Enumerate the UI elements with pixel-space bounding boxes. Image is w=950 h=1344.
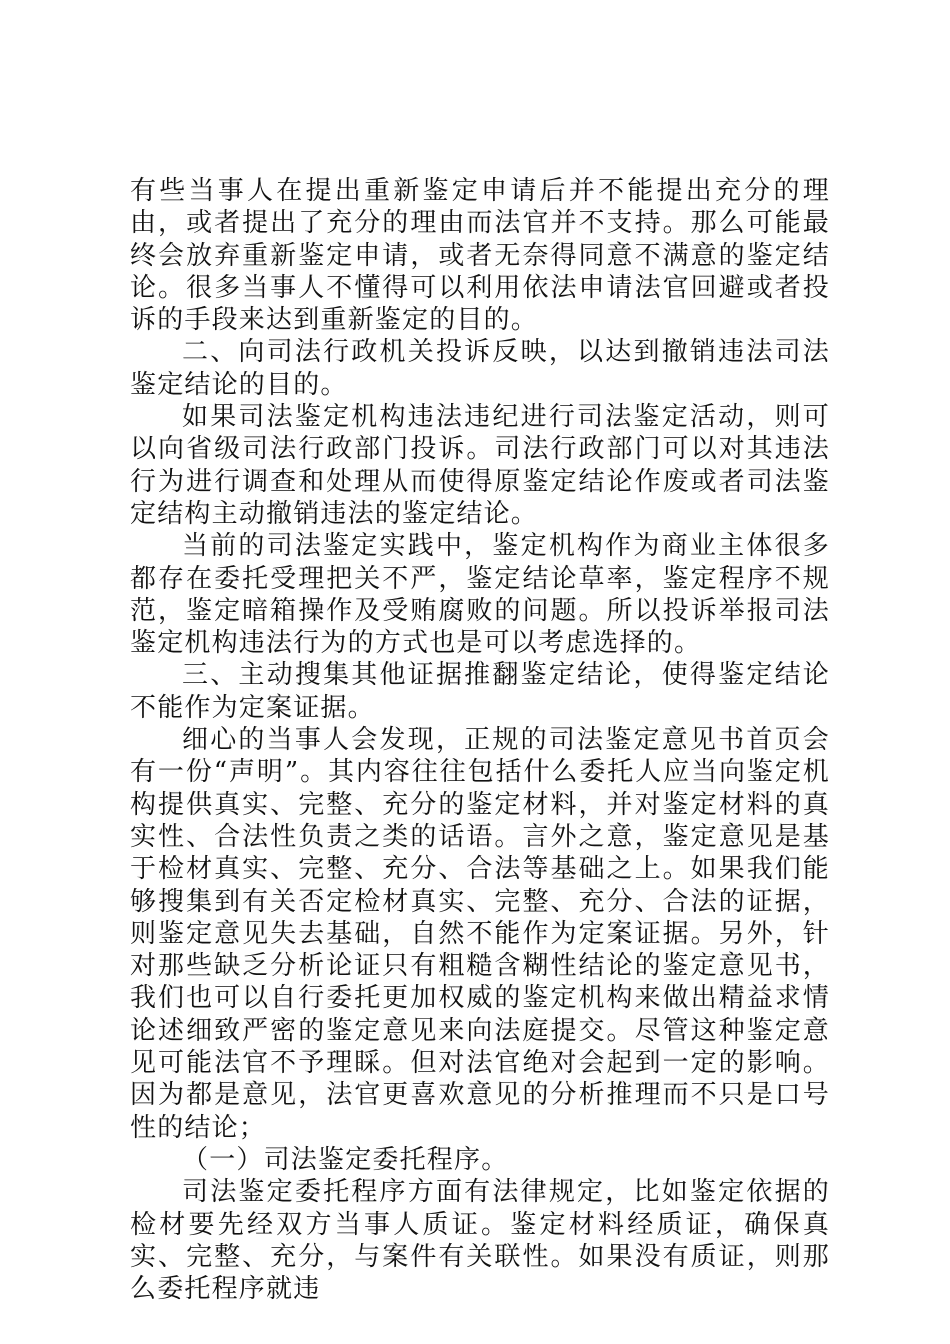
paragraph-7-subheading: （一）司法鉴定委托程序。 [182,1144,509,1175]
paragraph-1: 有些当事人在提出重新鉴定申请后并不能提出充分的理由，或者提出了充分的理由而法官并不支持。那么可能最终会放弃重新鉴定申请，或者无奈得同意不满意的鉴定结论。很多当事人不懂得可以利用依法申请法官回避或者投诉的手段来达到重新鉴定的目的。 [130,176,830,336]
paragraph-4: 当前的司法鉴定实践中，鉴定机构作为商业主体很多都存在委托受理把关不严，鉴定结论草率，鉴定程序不规范，鉴定暗箱操作及受贿腐败的问题。所以投诉举报司法鉴定机构违法行为的方式也是可以考虑选择的。 [130,531,830,659]
paragraph-6: 细心的当事人会发现，正规的司法鉴定意见书首页会有一份“声明”。其内容往往包括什么委托人应当向鉴定机构提供真实、完整、充分的鉴定材料，并对鉴定材料的真实性、合法性负责之类的话语。言外之意，鉴定意见是基于检材真实、完整、充分、合法等基础之上。如果我们能够搜集到有关否定检材真实、完整、充分、合法的证据，则鉴定意见失去基础，自然不能作为定案证据。另外，针对那些缺乏分析论证只有粗糙含糊性结论的鉴定意见书，我们也可以自行委托更加权威的鉴定机构来做出精益求情论述细致严密的鉴定意见来向法庭提交。尽管这种鉴定意见可能法官不予理睬。但对法官绝对会起到一定的影响。因为都是意见，法官更喜欢意见的分析推理而不只是口号性的结论； [130,725,830,1143]
paragraph-3: 如果司法鉴定机构违法违纪进行司法鉴定活动，则可以向省级司法行政部门投诉。司法行政部门可以对其违法行为进行调查和处理从而使得原鉴定结论作废或者司法鉴定结构主动撤销违法的鉴定结论。 [130,402,830,529]
paragraph-2-heading: 二、向司法行政机关投诉反映，以达到撤销违法司法鉴定结论的目的。 [130,337,830,400]
paragraph-8: 司法鉴定委托程序方面有法律规定，比如鉴定依据的检材要先经双方当事人质证。鉴定材料经质证，确保真实、完整、充分，与案件有关联性。如果没有质证，则那么委托程序就违 [130,1177,830,1305]
paragraph-5-heading: 三、主动搜集其他证据推翻鉴定结论，使得鉴定结论不能作为定案证据。 [130,660,830,723]
document-body [130,175,830,1305]
